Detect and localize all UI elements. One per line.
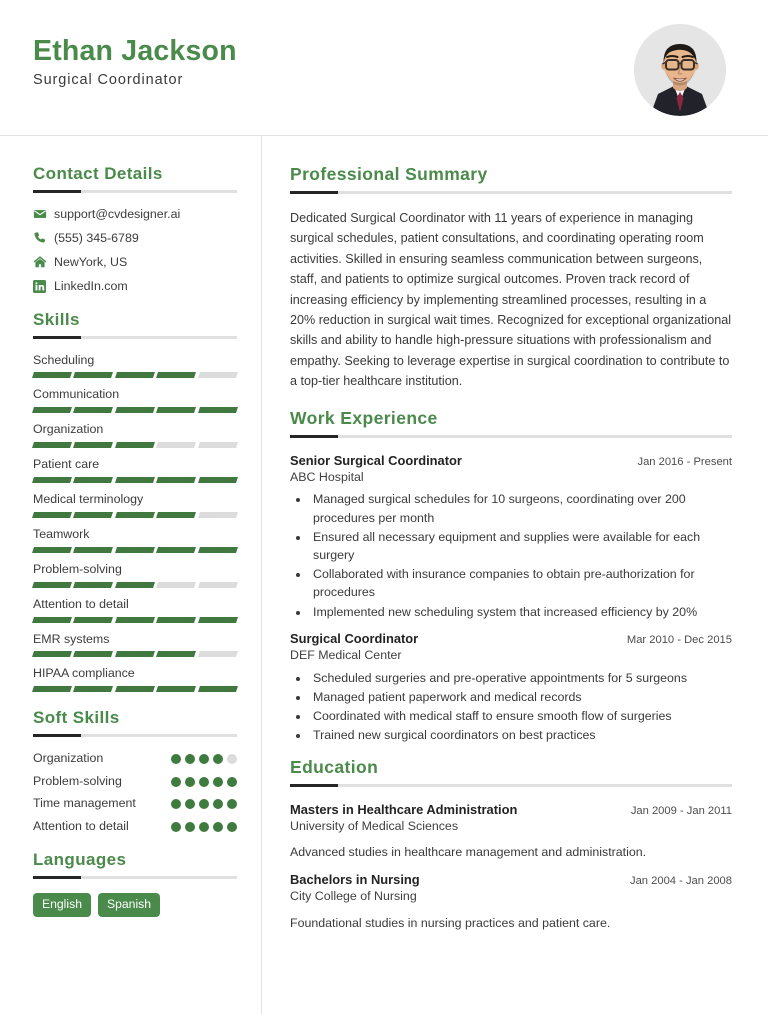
soft-skill-row — [33, 751, 237, 767]
contact-value-phone: (555) 345-6789 — [54, 230, 139, 245]
skill-segment — [156, 582, 196, 588]
experience-bullet: • Managed patient paperwork and medical records — [310, 688, 732, 706]
skill-segment — [32, 512, 72, 518]
professional-summary-text: Dedicated Surgical Coordinator with 11 years of experience in managing surgical schedules, patient consultations, and coordinating operating room activities. Skilled in ensuring seamless communication between surgeons, staff, and patients to optimize surgical outcomes. Proven track record of increasing efficiency by implementing streamlined processes, resulting in a 20% reduction in surgical wait times. Recognized for exceptional organizational skills and ability to handle high-pressure situations with professionalism and empathy. Seeking to leverage expertise in surgical coordination to contribute to a top-tier healthcare institution. — [290, 211, 732, 389]
education-description: Foundational studies in nursing practices and patient care. — [290, 915, 611, 930]
skill-segment — [115, 582, 155, 588]
rating-dot — [171, 822, 181, 832]
education-description: Advanced studies in healthcare management and administration. — [290, 845, 647, 860]
skill-row — [33, 387, 237, 413]
experience-dates: Jan 2016 - Present — [637, 455, 732, 468]
rating-dot — [227, 822, 237, 832]
contact-list — [33, 207, 237, 294]
education-degree: Masters in Healthcare Administration — [290, 801, 518, 817]
skill-segment — [198, 512, 238, 518]
skill-segment — [156, 617, 196, 623]
skill-segment — [73, 651, 113, 657]
experience-bullet-list — [290, 490, 732, 621]
rating-dot — [185, 799, 195, 809]
skill-segment — [198, 442, 238, 448]
skill-segment — [73, 686, 113, 692]
skill-level-bar — [33, 512, 237, 518]
experience-bullet: • Coordinated with medical staff to ensure smooth flow of surgeries — [310, 707, 732, 725]
rating-dot — [185, 754, 195, 764]
education-entry — [290, 801, 732, 862]
skill-segment — [115, 617, 155, 623]
soft-skill-row — [33, 774, 237, 790]
phone-icon — [33, 231, 54, 245]
rating-dot — [171, 799, 181, 809]
skill-segment — [32, 686, 72, 692]
education-dates: Jan 2009 - Jan 2011 — [630, 804, 732, 817]
experience-role: Senior Surgical Coordinator — [290, 452, 462, 468]
rating-dot — [199, 777, 209, 787]
education-entry-header — [290, 801, 732, 818]
skill-row — [33, 666, 237, 692]
skill-segment — [32, 651, 72, 657]
skill-level-bar — [33, 617, 237, 623]
education-school: University of Medical Sciences — [290, 819, 459, 834]
skill-segment — [115, 477, 155, 483]
section-education — [290, 757, 732, 933]
skill-level-bar — [33, 442, 237, 448]
experience-entry-header — [290, 630, 732, 647]
skill-name: Patient care — [33, 457, 100, 472]
soft-skill-rating — [171, 774, 237, 787]
experience-entry — [290, 452, 732, 621]
soft-skill-name: Attention to detail — [33, 818, 129, 833]
education-entry-header — [290, 871, 732, 888]
skill-row — [33, 353, 237, 379]
contact-item-phone[interactable] — [33, 231, 237, 246]
candidate-job-title: Surgical Coordinator — [33, 71, 184, 88]
soft-skills-title: Soft Skills — [33, 708, 120, 728]
skill-segment — [73, 582, 113, 588]
experience-entry-header — [290, 452, 732, 469]
experience-role: Surgical Coordinator — [290, 630, 419, 646]
avatar — [634, 24, 726, 116]
skill-row — [33, 632, 237, 658]
skill-row — [33, 527, 237, 553]
skills-title: Skills — [33, 309, 80, 329]
skills-list — [33, 353, 237, 693]
experience-bullet: • Implemented new scheduling system that increased efficiency by 20% — [310, 603, 732, 621]
skill-level-bar — [33, 651, 237, 657]
skill-name: Communication — [33, 387, 120, 402]
skill-segment — [32, 477, 72, 483]
resume-header — [0, 0, 768, 136]
skill-segment — [73, 372, 113, 378]
experience-bullet: • Collaborated with insurance companies to obtain pre-authorization for procedures — [310, 565, 732, 601]
skill-segment — [156, 547, 196, 553]
skill-segment — [156, 512, 196, 518]
skill-segment — [32, 617, 72, 623]
skill-row — [33, 457, 237, 483]
skill-segment — [156, 407, 196, 413]
section-rule — [33, 190, 237, 193]
skill-segment — [32, 582, 72, 588]
skill-segment — [156, 442, 196, 448]
skill-segment — [115, 686, 155, 692]
skill-segment — [73, 442, 113, 448]
rating-dot — [213, 822, 223, 832]
section-soft-skills — [33, 708, 237, 834]
rating-dot — [185, 777, 195, 787]
skill-segment — [198, 582, 238, 588]
skill-level-bar — [33, 477, 237, 483]
work-experience-title: Work Experience — [290, 407, 438, 428]
skill-segment — [73, 547, 113, 553]
skill-segment — [198, 407, 238, 413]
soft-skill-row — [33, 819, 237, 835]
education-entry — [290, 871, 732, 932]
skill-segment — [32, 407, 72, 413]
work-experience-list — [290, 452, 732, 745]
skill-segment — [115, 547, 155, 553]
contact-details-title: Contact Details — [33, 164, 163, 183]
experience-bullet: • Ensured all necessary equipment and supplies were available for each surgery — [310, 528, 732, 564]
home-icon — [33, 255, 54, 269]
skill-row — [33, 492, 237, 518]
skill-segment — [32, 442, 72, 448]
contact-value-email: support@cvdesigner.ai — [54, 207, 181, 221]
skill-segment — [156, 686, 196, 692]
rating-dot — [227, 799, 237, 809]
skill-segment — [115, 442, 155, 448]
skill-segment — [198, 686, 238, 692]
contact-item-linkedin[interactable] — [33, 279, 237, 294]
skill-name: HIPAA compliance — [33, 666, 135, 681]
profile-photo-icon — [634, 24, 726, 116]
experience-company: DEF Medical Center — [290, 648, 402, 663]
languages-title: Languages — [33, 850, 127, 870]
section-rule — [33, 876, 237, 879]
section-rule — [290, 435, 732, 438]
experience-entry — [290, 630, 732, 745]
education-title: Education — [290, 756, 379, 777]
education-dates: Jan 2004 - Jan 2008 — [629, 875, 732, 888]
skill-level-bar — [33, 372, 237, 378]
experience-bullet: • Trained new surgical coordinators on best practices — [310, 726, 732, 744]
skill-segment — [73, 617, 113, 623]
skill-segment — [73, 477, 113, 483]
skill-segment — [156, 372, 196, 378]
rating-dot — [199, 822, 209, 832]
section-rule — [33, 336, 237, 339]
contact-value-location: NewYork, US — [54, 254, 128, 269]
soft-skill-rating — [171, 796, 237, 809]
skill-level-bar — [33, 582, 237, 588]
section-skills — [33, 310, 237, 693]
soft-skill-rating — [171, 751, 237, 764]
skill-row — [33, 597, 237, 623]
soft-skill-name: Organization — [33, 751, 104, 766]
skill-segment — [156, 651, 196, 657]
skill-segment — [115, 372, 155, 378]
skill-level-bar — [33, 547, 237, 553]
candidate-name: Ethan Jackson — [33, 35, 237, 67]
skill-row — [33, 562, 237, 588]
section-work-experience — [290, 408, 732, 745]
skill-segment — [156, 477, 196, 483]
rating-dot — [213, 754, 223, 764]
soft-skills-list — [33, 751, 237, 834]
sidebar — [0, 136, 262, 1014]
skill-segment — [32, 372, 72, 378]
skill-segment — [32, 547, 72, 553]
education-school: City College of Nursing — [290, 889, 417, 904]
contact-value-linkedin: LinkedIn.com — [54, 278, 128, 293]
language-tag: English — [33, 893, 91, 917]
section-languages — [33, 850, 237, 917]
skill-row — [33, 422, 237, 448]
soft-skill-rating — [171, 819, 237, 832]
section-rule — [290, 784, 732, 787]
rating-dot — [227, 777, 237, 787]
skill-segment — [198, 477, 238, 483]
skill-name: Scheduling — [33, 352, 95, 367]
skill-segment — [115, 512, 155, 518]
main-content — [262, 136, 768, 1014]
experience-company: ABC Hospital — [290, 469, 364, 484]
experience-bullet-list — [290, 669, 732, 745]
experience-bullet: • Scheduled surgeries and pre-operative appointments for 5 surgeons — [310, 669, 732, 687]
rating-dot — [213, 799, 223, 809]
skill-segment — [198, 547, 238, 553]
experience-bullet: • Managed surgical schedules for 10 surgeons, coordinating over 200 procedures per month — [310, 490, 732, 526]
education-list — [290, 801, 732, 933]
rating-dot — [171, 754, 181, 764]
section-professional-summary — [290, 164, 732, 392]
rating-dot — [199, 799, 209, 809]
soft-skill-name: Time management — [33, 796, 136, 811]
skill-name: Attention to detail — [33, 596, 129, 611]
skill-segment — [198, 651, 238, 657]
skill-segment — [198, 617, 238, 623]
contact-item-location[interactable] — [33, 255, 237, 270]
section-rule — [33, 734, 237, 737]
professional-summary-title: Professional Summary — [290, 164, 488, 184]
envelope-icon — [33, 207, 54, 221]
skill-name: EMR systems — [33, 631, 110, 646]
rating-dot — [213, 777, 223, 787]
education-degree: Bachelors in Nursing — [290, 872, 420, 888]
header-identity — [33, 22, 237, 88]
skill-segment — [115, 407, 155, 413]
soft-skill-name: Problem-solving — [33, 773, 122, 788]
resume-body — [0, 136, 768, 1014]
skill-level-bar — [33, 686, 237, 692]
skill-level-bar — [33, 407, 237, 413]
section-rule — [290, 191, 732, 194]
rating-dot — [227, 754, 237, 764]
language-tag: Spanish — [98, 893, 160, 917]
rating-dot — [199, 754, 209, 764]
skill-name: Medical terminology — [33, 492, 144, 506]
linkedin-icon — [33, 280, 54, 293]
skill-name: Problem-solving — [33, 561, 122, 576]
skill-name: Teamwork — [33, 526, 90, 541]
experience-dates: Mar 2010 - Dec 2015 — [626, 633, 732, 646]
skill-segment — [198, 372, 238, 378]
contact-item-email[interactable] — [33, 207, 237, 222]
skill-name: Organization — [33, 422, 104, 437]
skill-segment — [73, 407, 113, 413]
rating-dot — [171, 777, 181, 787]
language-tag-list — [33, 893, 237, 917]
rating-dot — [185, 822, 195, 832]
skill-segment — [115, 651, 155, 657]
soft-skill-row — [33, 796, 237, 812]
section-contact-details — [33, 164, 237, 294]
skill-segment — [73, 512, 113, 518]
